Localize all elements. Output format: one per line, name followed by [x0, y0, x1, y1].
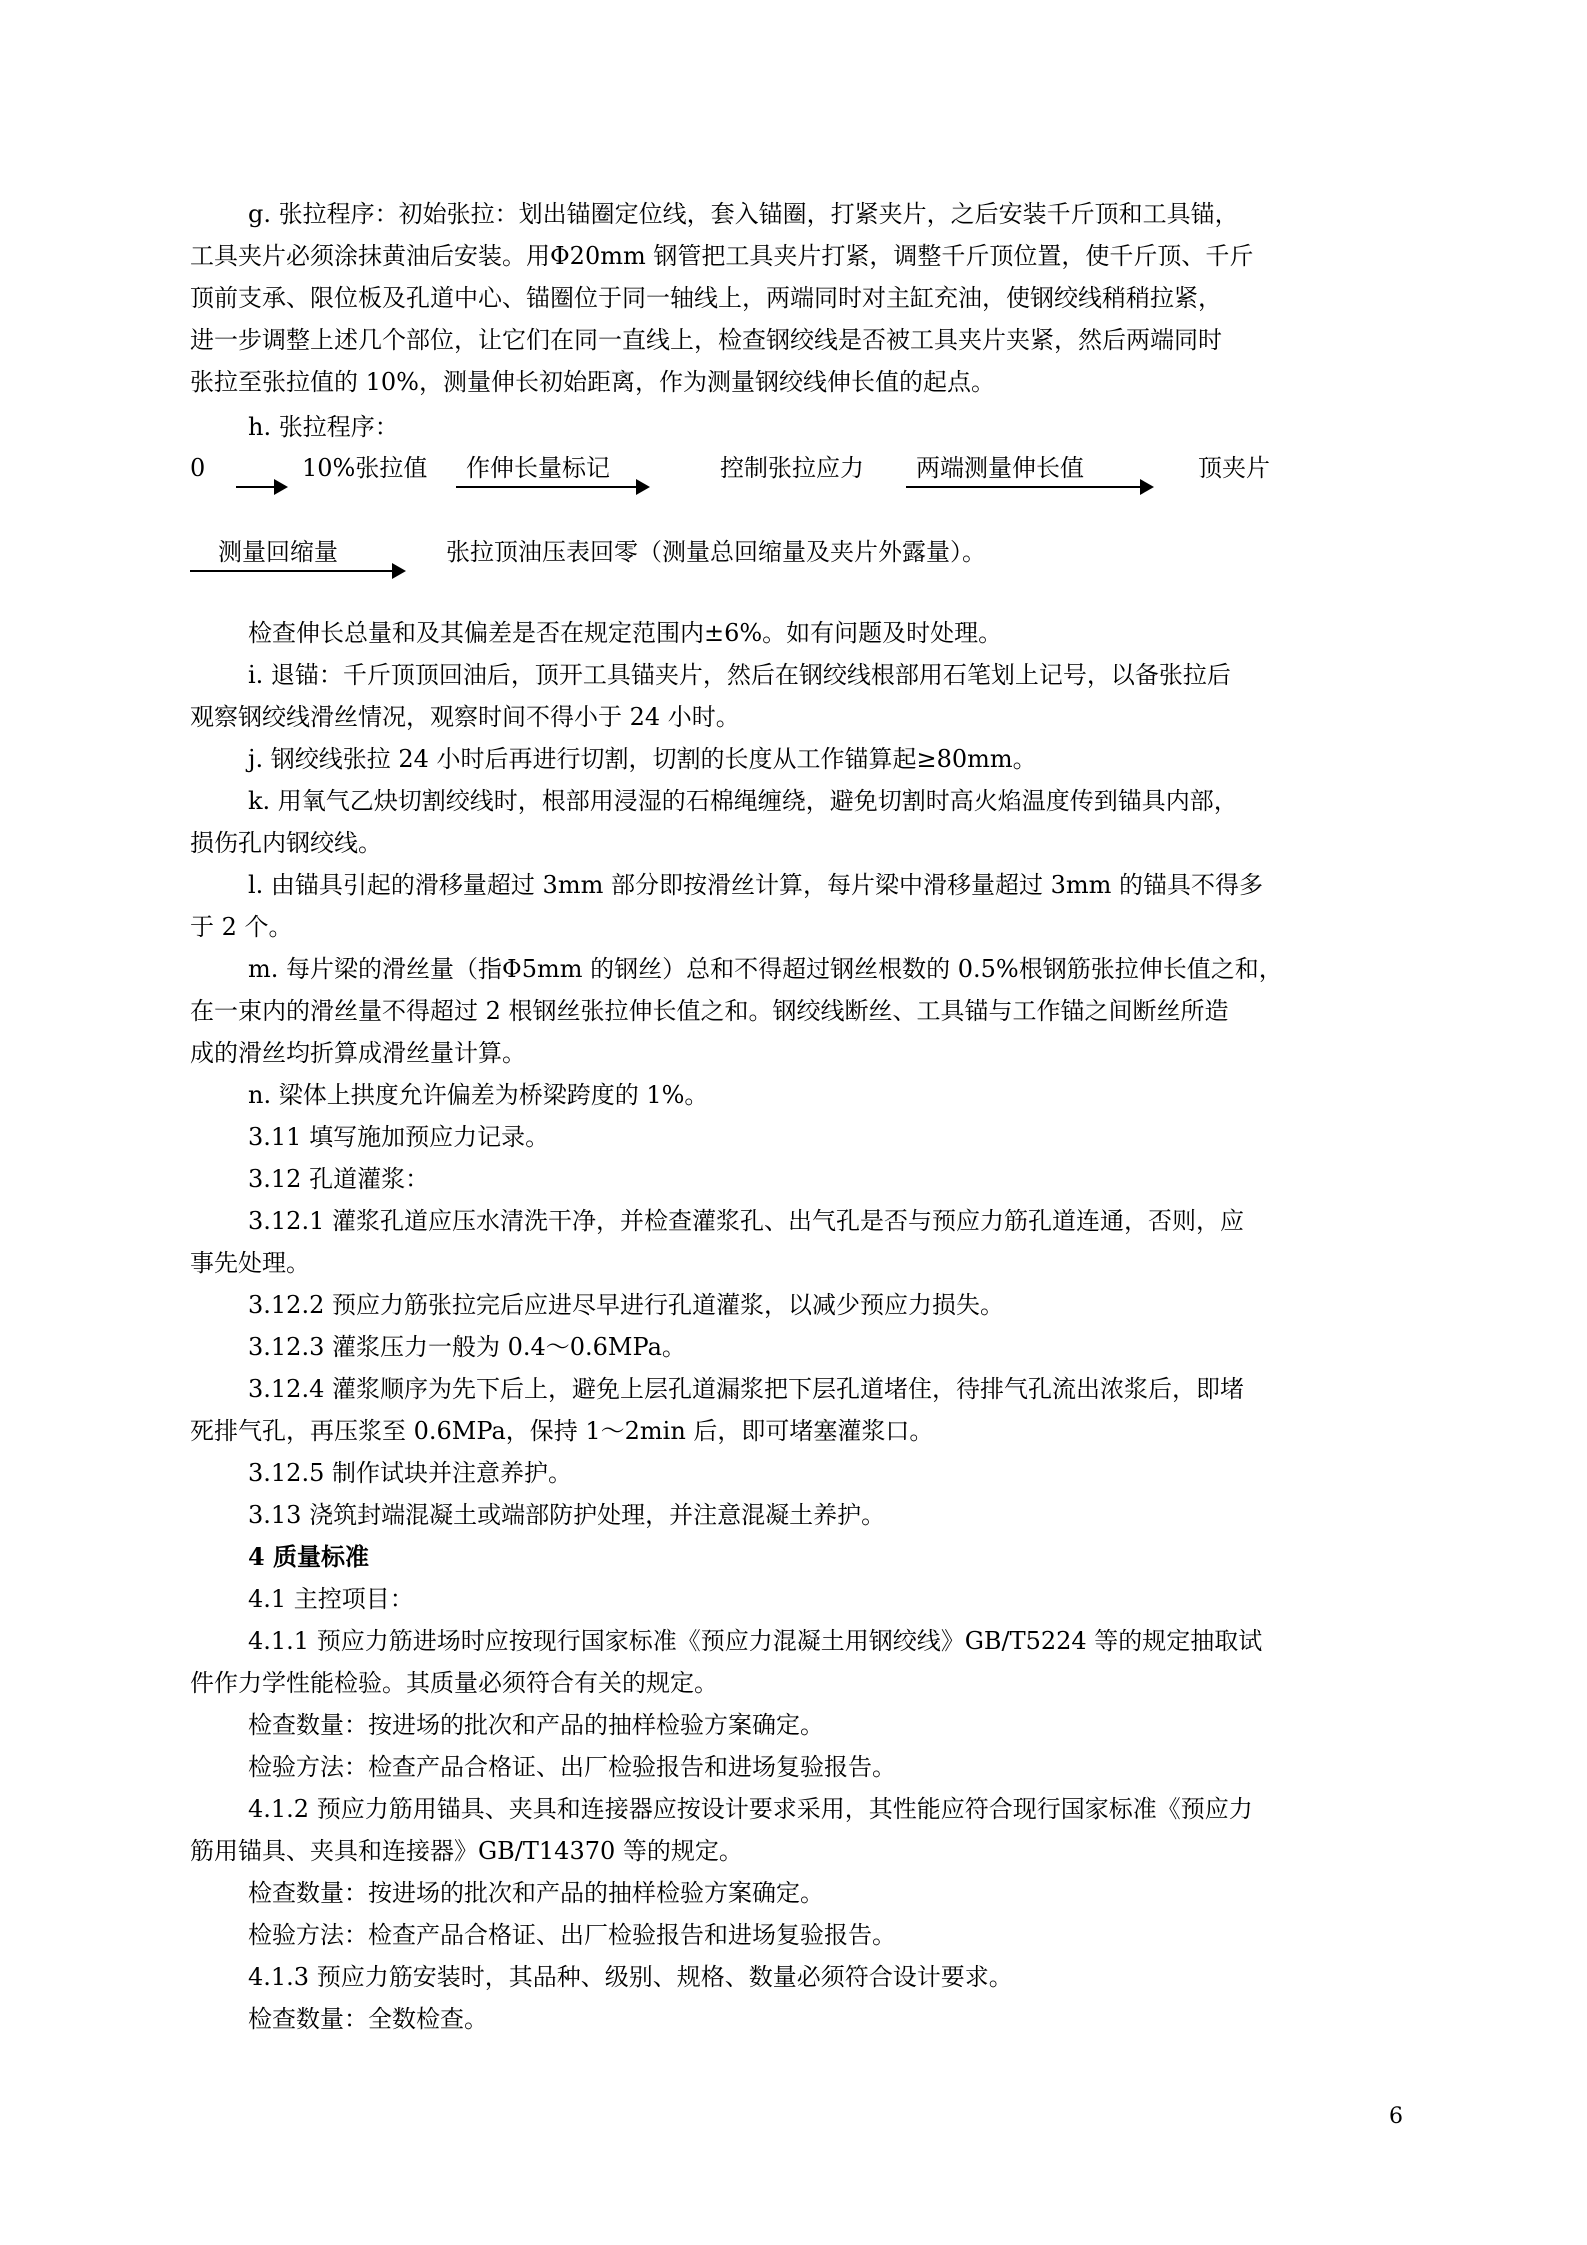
flow-step-3: 控制张拉应力: [720, 454, 864, 482]
flow-step-5: 顶夹片: [1198, 454, 1270, 482]
section-4-1-2-line-1: 4.1.2 预应力筋用锚具、夹具和连接器应按设计要求采用，其性能应符合现行国家标准《预应力: [248, 1795, 1253, 1823]
check-deviation-text: 检查伸长总量和及其偏差是否在规定范围内±6%。如有问题及时处理。: [248, 619, 1003, 647]
section-3-12-5: 3.12.5 制作试块并注意养护。: [248, 1459, 572, 1487]
section-3-12-1-line-1: 3.12.1 灌浆孔道应压水清洗干净，并检查灌浆孔、出气孔是否与预应力筋孔道连通，否则，应: [248, 1207, 1244, 1235]
section-4-1-1-check-quantity: 检查数量：按进场的批次和产品的抽样检验方案确定。: [248, 1711, 824, 1739]
paragraph-j: j. 钢绞线张拉 24 小时后再进行切割，切割的长度从工作锚算起≥80mm。: [248, 745, 1037, 773]
paragraph-g-line-5: 张拉至张拉值的 10%，测量伸长初始距离，作为测量钢绞线伸长值的起点。: [190, 368, 995, 396]
section-3-12-1-line-2: 事先处理。: [190, 1249, 310, 1277]
flow-step-2: 作伸长量标记: [466, 454, 610, 482]
section-3-12-4-line-2: 死排气孔，再压浆至 0.6MPa，保持 1～2min 后，即可堵塞灌浆口。: [190, 1417, 934, 1445]
section-4-1-2-check-quantity: 检查数量：按进场的批次和产品的抽样检验方案确定。: [248, 1879, 824, 1907]
flow-step-6: 测量回缩量: [218, 538, 338, 566]
paragraph-n: n. 梁体上拱度允许偏差为桥梁跨度的 1%。: [248, 1081, 709, 1109]
section-4-1-3: 4.1.3 预应力筋安装时，其品种、级别、规格、数量必须符合设计要求。: [248, 1963, 1013, 1991]
paragraph-l-line-1: l. 由锚具引起的滑移量超过 3mm 部分即按滑丝计算，每片梁中滑移量超过 3mm 的锚具不得多: [248, 871, 1264, 899]
flow-step-7: 张拉顶油压表回零（测量总回缩量及夹片外露量）。: [446, 538, 986, 566]
section-3-12-3: 3.12.3 灌浆压力一般为 0.4～0.6MPa。: [248, 1333, 686, 1361]
section-4-1-1-line-1: 4.1.1 预应力筋进场时应按现行国家标准《预应力混凝土用钢绞线》GB/T5224 等的规定抽取试: [248, 1627, 1263, 1655]
paragraph-l-line-2: 于 2 个。: [190, 913, 293, 941]
paragraph-m-line-2: 在一束内的滑丝量不得超过 2 根钢丝张拉伸长值之和。钢绞线断丝、工具锚与工作锚之间断丝所造: [190, 997, 1229, 1025]
paragraph-g-line-3: 顶前支承、限位板及孔道中心、锚圈位于同一轴线上，两端同时对主缸充油，使钢绞线稍稍拉紧，: [190, 284, 1222, 312]
flow-step-1: 10%张拉值: [302, 454, 428, 482]
paragraph-g-line-2: 工具夹片必须涂抹黄油后安装。用Φ20mm 钢管把工具夹片打紧，调整千斤顶位置，使千斤顶、千斤: [190, 242, 1254, 270]
flow-arrow-1: [236, 486, 286, 488]
paragraph-m-line-1: m. 每片梁的滑丝量（指Φ5mm 的钢丝）总和不得超过钢丝根数的 0.5%根钢筋张拉伸长值之和，: [248, 955, 1283, 983]
paragraph-i-line-2: 观察钢绞线滑丝情况，观察时间不得小于 24 小时。: [190, 703, 740, 731]
flow-step-4: 两端测量伸长值: [916, 454, 1084, 482]
section-3-12-2: 3.12.2 预应力筋张拉完后应进尽早进行孔道灌浆，以减少预应力损失。: [248, 1291, 1004, 1319]
flow-arrow-3: [906, 486, 1152, 488]
section-3-12-4-line-1: 3.12.4 灌浆顺序为先下后上，避免上层孔道漏浆把下层孔道堵住，待排气孔流出浓浆后，即堵: [248, 1375, 1244, 1403]
section-4-1-1-line-2: 件作力学性能检验。其质量必须符合有关的规定。: [190, 1669, 718, 1697]
section-3-11: 3.11 填写施加预应力记录。: [248, 1123, 550, 1151]
paragraph-k-line-2: 损伤孔内钢绞线。: [190, 829, 382, 857]
paragraph-h-title: h. 张拉程序：: [248, 413, 399, 441]
flow-arrow-2: [456, 486, 648, 488]
section-4-heading: 4 质量标准: [248, 1542, 370, 1571]
section-4-1-1-check-method: 检验方法：检查产品合格证、出厂检验报告和进场复验报告。: [248, 1753, 896, 1781]
paragraph-g-line-1: g. 张拉程序：初始张拉：划出锚圈定位线，套入锚圈，打紧夹片，之后安装千斤顶和工具锚，: [248, 200, 1239, 228]
paragraph-k-line-1: k. 用氧气乙炔切割绞线时，根部用浸湿的石棉绳缠绕，避免切割时高火焰温度传到锚具内部，: [248, 787, 1238, 815]
section-4-1-2-check-method: 检验方法：检查产品合格证、出厂检验报告和进场复验报告。: [248, 1921, 896, 1949]
paragraph-i-line-1: i. 退锚：千斤顶顶回油后，顶开工具锚夹片，然后在钢绞线根部用石笔划上记号，以备张拉后: [248, 661, 1231, 689]
page-number: 6: [1389, 2104, 1403, 2129]
section-4-1-3-check-quantity: 检查数量：全数检查。: [248, 2005, 488, 2033]
section-4-1: 4.1 主控项目：: [248, 1585, 414, 1613]
flow-step-0: 0: [190, 454, 206, 482]
flow-arrow-4: [190, 570, 404, 572]
section-3-12: 3.12 孔道灌浆：: [248, 1165, 430, 1193]
paragraph-g-line-4: 进一步调整上述几个部位，让它们在同一直线上，检查钢绞线是否被工具夹片夹紧，然后两端同时: [190, 326, 1222, 354]
paragraph-m-line-3: 成的滑丝均折算成滑丝量计算。: [190, 1039, 526, 1067]
section-4-1-2-line-2: 筋用锚具、夹具和连接器》GB/T14370 等的规定。: [190, 1837, 743, 1865]
section-3-13: 3.13 浇筑封端混凝土或端部防护处理，并注意混凝土养护。: [248, 1501, 886, 1529]
